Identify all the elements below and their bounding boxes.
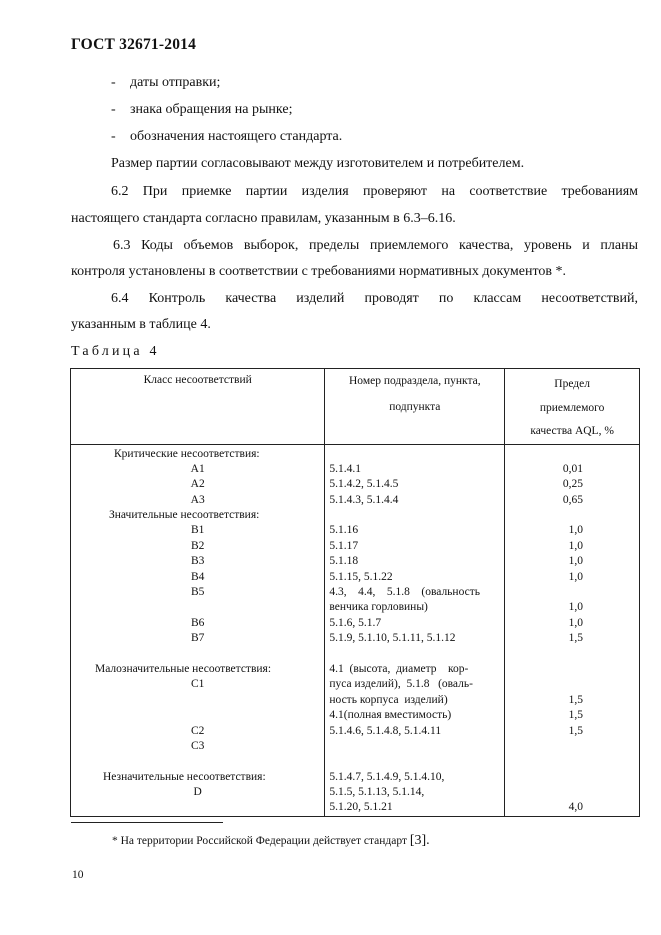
reference-cell: 5.1.5, 5.1.13, 5.1.14, <box>329 786 425 799</box>
table-4 <box>70 368 640 817</box>
spacer <box>505 739 583 754</box>
spacer <box>505 647 583 662</box>
spacer <box>71 693 324 708</box>
footnote-separator <box>71 822 223 823</box>
list-item: знака обращения на рынке; <box>130 102 293 117</box>
paragraph-6-4-line1: 6.4 Контроль качества изделий проводят по классам несоответствий, <box>111 291 638 306</box>
spacer <box>329 447 504 462</box>
class-cell: В4 <box>190 570 205 583</box>
reference-cell: пуса изделий), 5.1.8 (оваль- <box>329 678 473 691</box>
reference-cell: 5.1.4.1 <box>329 462 361 475</box>
reference-cell: 5.1.6, 5.1.7 <box>329 616 382 629</box>
aql-cell: 4,0 <box>568 801 583 814</box>
group-insignificant: Незначительные несоответствия: <box>103 770 266 783</box>
spacer <box>505 770 583 785</box>
header-reference-line1: Номер подраздела, пункта, <box>348 375 481 387</box>
spacer <box>505 785 583 800</box>
aql-cell: 1,5 <box>568 709 583 722</box>
page-number: 10 <box>72 869 84 881</box>
column-aql <box>505 444 640 816</box>
aql-cell: 0,25 <box>562 478 583 491</box>
reference-cell: ность корпуса изделий) <box>329 693 448 706</box>
spacer <box>71 754 324 769</box>
reference-cell: 5.1.16 <box>329 524 359 537</box>
class-cell: В1 <box>190 524 205 537</box>
reference-cell: венчика горловины) <box>329 601 428 614</box>
spacer <box>505 508 583 523</box>
spacer <box>329 739 504 754</box>
reference-cell: 4.3, 4.4, 5.1.8 (овальность <box>329 586 480 599</box>
reference-cell: 5.1.9, 5.1.10, 5.1.11, 5.1.12 <box>329 632 456 645</box>
reference-cell: 4.1(полная вместимость) <box>329 709 452 722</box>
class-cell: В2 <box>190 539 205 552</box>
aql-cell: 1,0 <box>568 524 583 537</box>
reference-cell: 5.1.4.7, 5.1.4.9, 5.1.4.10, <box>329 770 445 783</box>
paragraph-6-2-line2: настоящего стандарта согласно правилам, указанным в 6.3–6.16. <box>71 211 456 226</box>
class-cell: С1 <box>190 678 205 691</box>
table-header-row <box>71 369 640 445</box>
footnote-text: * На территории Российской Федерации действует стандарт <box>112 835 410 847</box>
header-reference <box>325 369 505 445</box>
aql-cell: 1,5 <box>568 724 583 737</box>
class-cell: В6 <box>190 616 205 629</box>
header-aql-line3: качества AQL, % <box>530 425 614 437</box>
header-class <box>71 369 325 445</box>
reference-cell: 5.1.4.2, 5.1.4.5 <box>329 478 399 491</box>
class-cell: В3 <box>190 555 205 568</box>
paragraph-6-3-line1: 6.3 Коды объемов выборок, пределы приемлемого качества, уровень и планы <box>113 238 638 253</box>
spacer <box>329 647 504 662</box>
aql-cell: 1,0 <box>568 616 583 629</box>
class-cell: В7 <box>190 632 205 645</box>
list-item: даты отправки; <box>130 75 221 90</box>
list-dash: - <box>111 102 116 117</box>
spacer <box>329 754 504 769</box>
group-significant: Значительные несоответствия: <box>109 509 260 522</box>
list-dash: - <box>111 75 116 90</box>
header-reference-line2: подпункта <box>389 401 441 413</box>
class-cell: В5 <box>190 586 205 599</box>
group-minor: Малозначительные несоответствия: <box>95 662 272 675</box>
class-cell: D <box>193 786 202 799</box>
reference-cell: 5.1.18 <box>329 555 359 568</box>
aql-cell: 1,0 <box>568 570 583 583</box>
reference-cell: 5.1.4.3, 5.1.4.4 <box>329 493 399 506</box>
aql-cell: 1,5 <box>568 632 583 645</box>
list-item: обозначения настоящего стандарта. <box>130 129 343 144</box>
header-aql <box>505 369 640 445</box>
header-class-label: Класс несоответствий <box>143 374 252 386</box>
spacer <box>329 508 504 523</box>
class-cell: А2 <box>190 478 205 491</box>
column-reference <box>325 444 505 816</box>
spacer <box>71 708 324 723</box>
reference-cell: 5.1.17 <box>329 539 359 552</box>
header-aql-line1: Предел <box>554 378 590 390</box>
spacer <box>505 662 583 677</box>
aql-cell: 0,01 <box>562 462 583 475</box>
spacer <box>71 647 324 662</box>
spacer <box>505 585 583 600</box>
document-header: ГОСТ 32671-2014 <box>71 36 197 53</box>
aql-cell: 1,0 <box>568 539 583 552</box>
aql-cell: 1,0 <box>568 555 583 568</box>
list-dash: - <box>111 129 116 144</box>
table-caption: Таблица 4 <box>71 344 160 359</box>
column-class <box>71 444 325 816</box>
reference-cell: 5.1.4.6, 5.1.4.8, 5.1.4.11 <box>329 724 442 737</box>
class-cell: А1 <box>190 462 205 475</box>
group-critical: Критические несоответствия: <box>114 447 260 460</box>
reference-cell: 5.1.20, 5.1.21 <box>329 801 393 814</box>
class-cell: А3 <box>190 493 205 506</box>
table-body-row <box>71 444 640 816</box>
paragraph-6-2-line1: 6.2 При приемке партии изделия проверяют на соответствие требованиям <box>111 184 638 199</box>
reference-cell: 5.1.15, 5.1.22 <box>329 570 393 583</box>
class-cell: С2 <box>190 724 205 737</box>
spacer <box>505 677 583 692</box>
footnote-reference: [3]. <box>409 833 430 848</box>
header-aql-line2: приемлемого <box>539 401 605 414</box>
paragraph-lot-size: Размер партии согласовывают между изготовителем и потребителем. <box>111 156 525 171</box>
aql-cell: 1,0 <box>568 601 583 614</box>
spacer <box>505 754 583 769</box>
paragraph-6-3-line2: контроля установлены в соответствии с требованиями нормативных документов *. <box>71 264 566 279</box>
aql-cell: 1,5 <box>568 693 583 706</box>
spacer <box>505 447 583 462</box>
spacer <box>71 600 324 615</box>
footnote <box>112 833 430 849</box>
class-cell: С3 <box>190 739 205 752</box>
aql-cell: 0,65 <box>562 493 583 506</box>
paragraph-6-4-line2: указанным в таблице 4. <box>71 317 211 332</box>
reference-cell: 4.1 (высота, диаметр кор- <box>329 662 469 675</box>
